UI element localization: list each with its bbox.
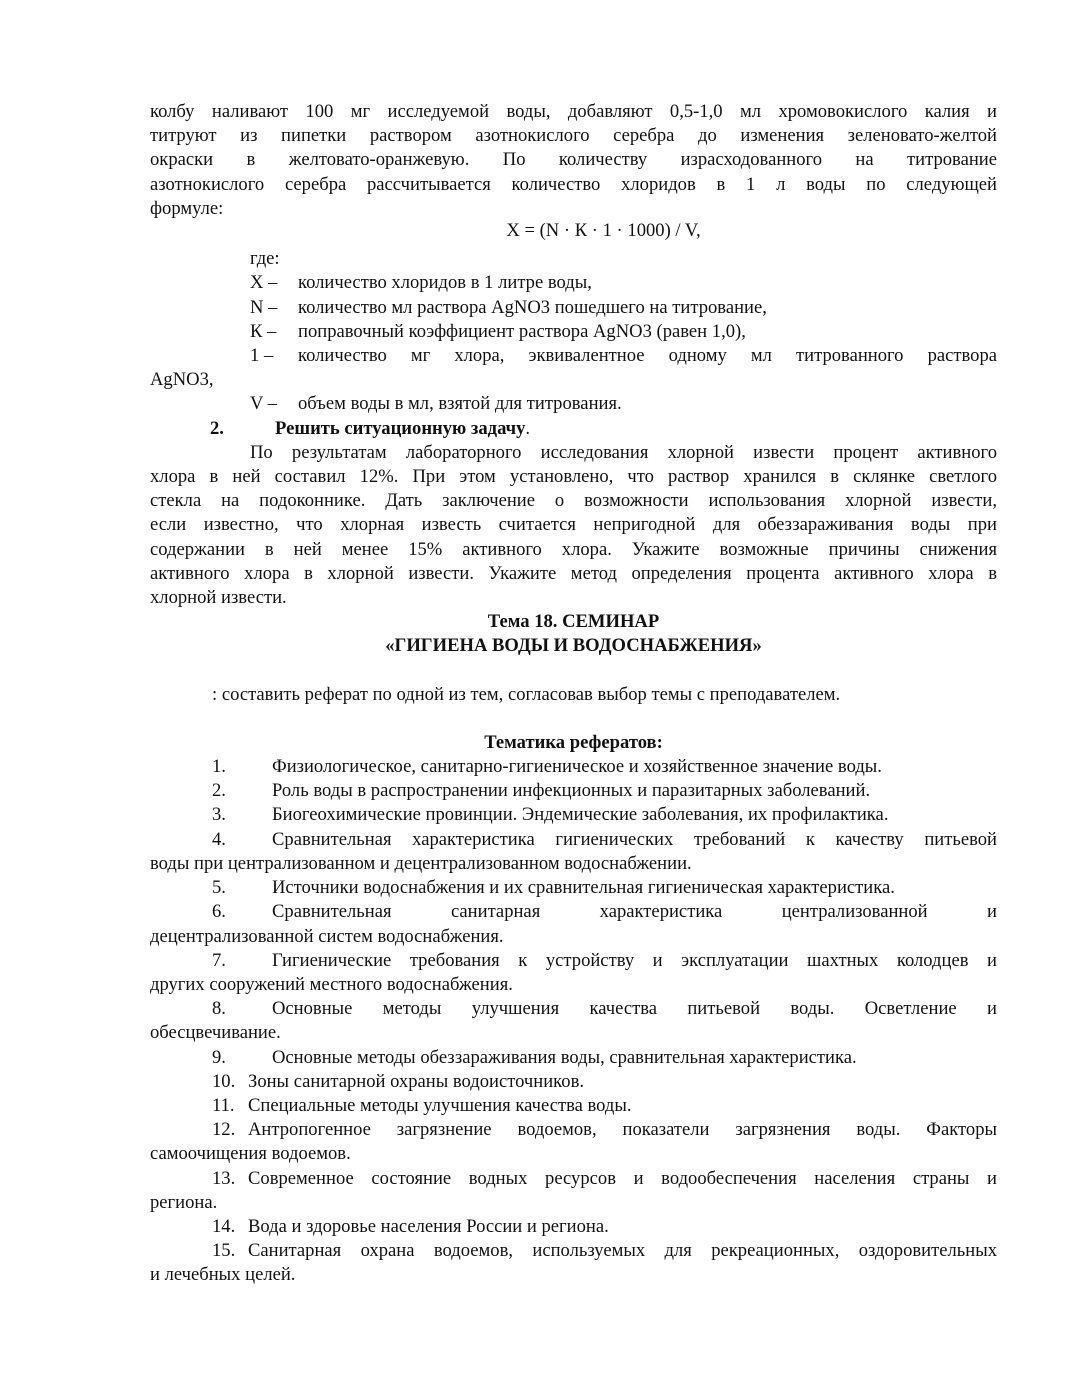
essay-list-title: Тематика рефератов: [484,731,663,753]
text-line: содержании в ней менее 15% активного хлора. Укажите возможные причины снижения [150,538,997,560]
task-heading [210,417,997,441]
definition-symbol: 1 – [250,345,274,367]
definition-text: объем воды в мл, взятой для титрования. [298,393,622,415]
task-title: Решить ситуационную задачу [275,417,526,439]
where-label: где: [250,248,280,270]
task-title-end: . [525,417,531,439]
essay-topic-text: Биогеохимические провинции. Эндемические заболевания, их профилактика. [272,804,889,826]
definition-symbol: К – [250,320,277,342]
definition-item [250,271,997,295]
essay-topic-number: 13. [212,1167,236,1189]
essay-topic-continuation: и лечебных целей. [150,1264,296,1286]
text-line: хлорной извести. [150,587,287,609]
text-line: формуле: [150,197,224,219]
essay-topic-item [150,876,997,900]
essay-topic-item [150,779,997,803]
essay-topic-continuation: децентрализованной систем водоснабжения. [150,925,504,947]
essay-topic-text: Физиологическое, санитарно-гигиеническое и хозяйственное значение воды. [272,756,882,778]
essay-topic-item [150,949,997,997]
essay-topic-number: 9. [212,1046,226,1068]
essay-topic-number: 3. [212,804,226,826]
definition-item [250,320,997,344]
text-line: если известно, что хлорная известь считается непригодной для обеззараживания воды при [150,514,997,536]
essay-topic-text: Роль воды в распространении инфекционных и паразитарных заболеваний. [272,780,871,802]
definition-symbol: N – [250,296,278,318]
essay-topic-number: 4. [212,828,226,850]
essay-topic-item [150,828,997,876]
essay-topic-continuation: других сооружений местного водоснабжения. [150,973,513,995]
intro-paragraph [150,100,997,221]
essay-topic-number: 2. [212,780,226,802]
essay-topic-item [150,755,997,779]
essay-topic-text: Антропогенное загрязнение водоемов, показатели загрязнения воды. Факторы [248,1119,997,1141]
essay-topic-text: Зоны санитарной охраны водоисточников. [248,1070,584,1092]
essay-topic-number: 5. [212,877,226,899]
essay-topic-number: 14. [212,1215,236,1237]
essay-topic-text: Современное состояние водных ресурсов и водообеспечения населения страны и [248,1167,997,1189]
text-line: окраски в желтовато-оранжевую. По количеству израсходованного на титрование [150,149,997,171]
essay-topic-number: 10. [212,1070,236,1092]
essay-topic-number: 11. [212,1094,235,1116]
essay-topic-item [150,1215,997,1239]
essay-topic-text: Сравнительная санитарная характеристика централизованной и [272,901,997,923]
definition-symbol: V – [250,393,278,415]
essay-topic-continuation: региона. [150,1191,218,1213]
definition-text: количество хлоридов в 1 литре воды, [298,272,592,294]
topic-subheading: «ГИГИЕНА ВОДЫ И ВОДОСНАБЖЕНИЯ» [385,635,762,657]
definition-text: поправочный коэффициент раствора AgNO3 (равен 1,0), [298,320,746,342]
text-line: колбу наливают 100 мг исследуемой воды, добавляют 0,5-1,0 мл хромовокислого калия и [150,101,997,122]
essay-topic-item [150,1167,997,1215]
essay-topic-item [150,900,997,948]
definition-symbol: X – [250,272,278,294]
essay-topic-item [150,1094,997,1118]
essay-topic-continuation: обесцвечивание. [150,1022,281,1044]
essay-topic-item [150,1118,997,1166]
essay-topic-number: 6. [212,901,226,923]
essay-topic-continuation: самоочищения водоемов. [150,1143,351,1165]
formula: X = (N · К · 1 · 1000) / V, [506,220,701,242]
essay-topic-continuation: воды при централизованном и децентрализованном водоснабжении. [150,852,692,874]
essay-topic-number: 15. [212,1240,236,1262]
definition-item [250,344,997,368]
essay-topic-number: 1. [212,756,226,778]
essay-topic-text: Специальные методы улучшения качества воды. [248,1094,632,1116]
definition-item [250,296,997,320]
text-line: хлора в ней составил 12%. При этом установлено, что раствор хранился в склянке светлого [150,466,997,488]
topic-heading: Тема 18. СЕМИНАР [487,611,660,633]
document-page [150,100,997,1288]
essay-topic-number: 12. [212,1119,236,1141]
essay-topic-item [150,1070,997,1094]
essay-topic-text: Вода и здоровье населения России и региона. [248,1215,609,1237]
text-line: стекла на подоконнике. Дать заключение о возможности использования хлорной извести, [150,490,997,512]
assignment-text: : составить реферат по одной из тем, согласовав выбор темы с преподавателем. [212,683,841,705]
definition-text: количество мг хлора, эквивалентное одному мл титрованного раствора [298,345,997,367]
task-paragraph [150,441,997,610]
definition-item [250,392,997,416]
essay-topic-item [150,803,997,827]
essay-topic-text: Гигиенические требования к устройству и эксплуатации шахтных колодцев и [272,949,997,971]
essay-topic-text: Санитарная охрана водоемов, используемых для рекреационных, оздоровительных [248,1240,997,1262]
essay-topic-text: Сравнительная характеристика гигиенических требований к качеству питьевой [272,828,997,850]
text-line: титруют из пипетки раствором азотнокислого серебра до изменения зеленовато-желтой [150,125,997,147]
essay-topic-text: Источники водоснабжения и их сравнительная гигиеническая характеристика. [272,877,895,899]
essay-topic-text: Основные методы обеззараживания воды, сравнительная характеристика. [272,1046,857,1068]
essay-topic-number: 7. [212,949,226,971]
essay-topic-item [150,997,997,1045]
essay-topic-item [150,1239,997,1287]
text-line: По результатам лабораторного исследования хлорной извести процент активного [250,441,997,463]
essay-topic-item [150,1046,997,1070]
essay-topic-text: Основные методы улучшения качества питьевой воды. Осветление и [272,998,997,1020]
text-line: азотнокислого серебра рассчитывается количество хлоридов в 1 л воды по следующей [150,173,997,195]
essay-topics-list [150,755,997,1287]
definitions-list [150,271,997,416]
definition-overflow: AgNO3, [150,369,214,391]
task-number: 2. [210,417,224,439]
essay-topic-number: 8. [212,998,226,1020]
text-line: активного хлора в хлорной извести. Укажите метод определения процента активного хлора в [150,562,997,584]
definition-text: количество мл раствора AgNO3 пошедшего на титрование, [298,296,767,318]
